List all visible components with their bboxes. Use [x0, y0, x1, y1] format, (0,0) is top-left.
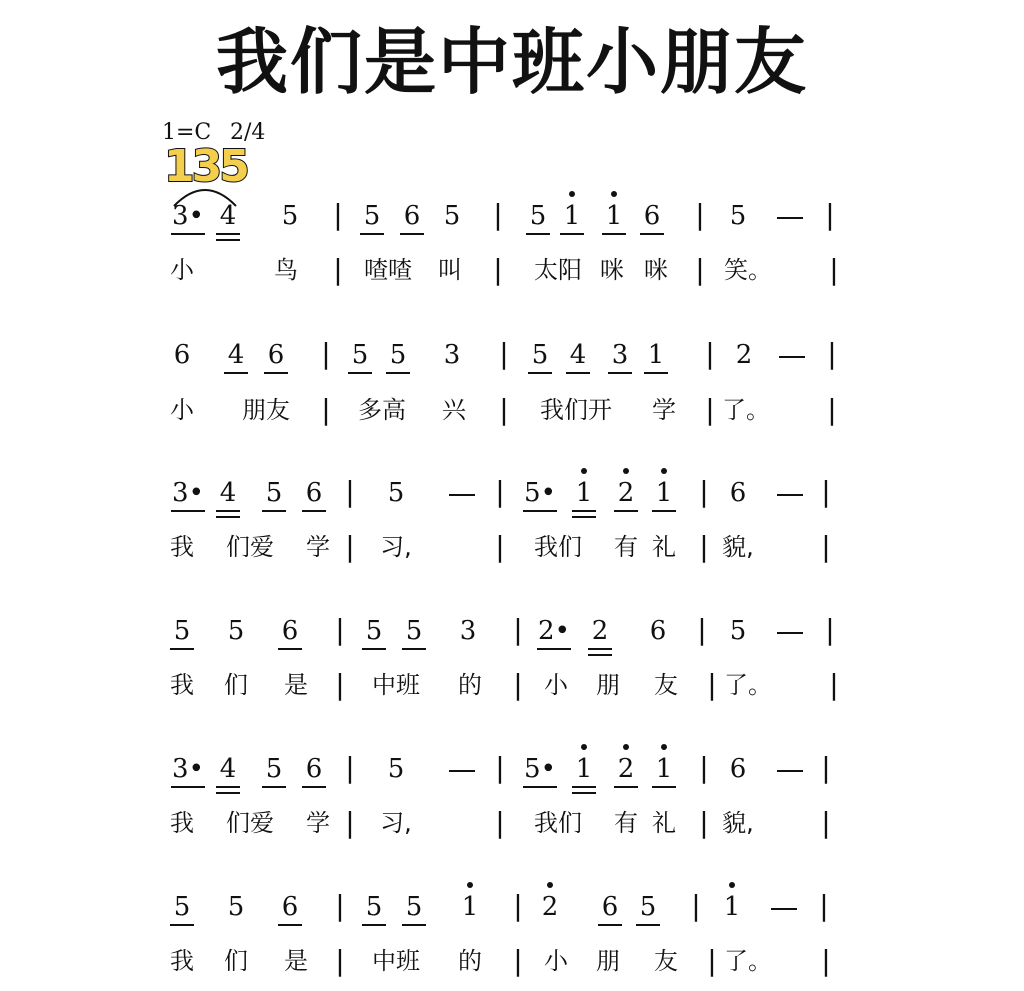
- note: 5: [387, 754, 405, 784]
- high-octave-dot: [569, 191, 575, 197]
- bar-line: |: [493, 198, 503, 231]
- bar-line: |: [513, 668, 523, 701]
- note-extension-dash: [777, 770, 803, 772]
- lyric-text: 们: [224, 947, 248, 975]
- note: 2: [541, 892, 559, 922]
- high-octave-dot: [623, 468, 629, 474]
- high-octave-dot: [623, 744, 629, 750]
- beat-underline: [264, 372, 288, 374]
- lyric-text: 小: [544, 947, 568, 975]
- beat-underline: [602, 233, 626, 235]
- beat-underline: [614, 786, 638, 788]
- note: 1: [647, 340, 665, 370]
- note: 1: [563, 201, 581, 231]
- lyric-text: 我们: [534, 533, 582, 561]
- bar-line: |: [829, 668, 839, 701]
- lyric-text: 是: [284, 947, 308, 975]
- bar-line: |: [699, 530, 709, 563]
- bar-line: |: [345, 475, 355, 508]
- lyric-text: 学: [306, 809, 330, 837]
- bar-line: |: [695, 198, 705, 231]
- note: 6: [643, 201, 661, 231]
- beat-underline: [402, 648, 426, 650]
- lyric-text: 太阳: [534, 256, 582, 284]
- key-signature: 1=C: [162, 120, 212, 145]
- beat-underline: [636, 924, 660, 926]
- note: 6: [729, 478, 747, 508]
- bar-line: |: [821, 806, 831, 839]
- note: 6: [649, 616, 667, 646]
- note: 1: [655, 754, 673, 784]
- beat-underline: [523, 510, 557, 512]
- beat-underline: [171, 786, 205, 788]
- bar-line: |: [691, 889, 701, 922]
- note: 1: [575, 754, 593, 784]
- lyric-text: 有: [614, 809, 638, 837]
- beat-underline: [528, 372, 552, 374]
- lyric-text: 小: [170, 396, 194, 424]
- note: 2: [617, 754, 635, 784]
- high-octave-dot: [661, 468, 667, 474]
- lyric-text: 我: [170, 809, 194, 837]
- bar-line: |: [499, 337, 509, 370]
- note: 2: [735, 340, 753, 370]
- lyric-text: 是: [284, 671, 308, 699]
- lyric-text: 的: [458, 671, 482, 699]
- lyric-text: 咪: [600, 256, 624, 284]
- beat-underline: [171, 233, 205, 235]
- note: 5: [639, 892, 657, 922]
- lyric-text: 我们开: [540, 396, 612, 424]
- beat-underline: [362, 924, 386, 926]
- lyric-text: 礼: [652, 533, 676, 561]
- note: 6: [305, 754, 323, 784]
- note: 3•: [172, 478, 204, 508]
- lyric-text: 学: [306, 533, 330, 561]
- bar-line: |: [499, 393, 509, 426]
- beat-underline: [614, 510, 638, 512]
- note: 5: [363, 201, 381, 231]
- high-octave-dot: [661, 744, 667, 750]
- bar-line: |: [333, 198, 343, 231]
- beat-underline: [262, 786, 286, 788]
- lyric-text: 们: [224, 671, 248, 699]
- note: 5: [265, 754, 283, 784]
- high-octave-dot: [581, 744, 587, 750]
- bar-line: |: [697, 613, 707, 646]
- note: 5: [443, 201, 461, 231]
- bar-line: |: [707, 668, 717, 701]
- note: 4: [227, 340, 245, 370]
- note: 2: [591, 616, 609, 646]
- bar-line: |: [345, 806, 355, 839]
- high-octave-dot: [611, 191, 617, 197]
- note: 5: [405, 616, 423, 646]
- lyric-text: 鸟: [274, 256, 298, 284]
- song-title: 我们是中班小朋友: [215, 20, 808, 104]
- beat-underline: [572, 792, 596, 794]
- beat-underline: [216, 510, 240, 512]
- note: 6: [281, 616, 299, 646]
- time-signature: 2/4: [230, 120, 266, 145]
- note: 1: [723, 892, 741, 922]
- beat-underline: [402, 924, 426, 926]
- high-octave-dot: [581, 468, 587, 474]
- beat-underline: [572, 516, 596, 518]
- beat-underline: [526, 233, 550, 235]
- bar-line: |: [821, 944, 831, 977]
- bar-line: |: [345, 530, 355, 563]
- beat-underline: [560, 233, 584, 235]
- beat-underline: [588, 648, 612, 650]
- beat-underline: [224, 372, 248, 374]
- lyric-text: 友: [654, 671, 678, 699]
- bar-line: |: [695, 253, 705, 286]
- note: 5: [227, 616, 245, 646]
- note: 5: [351, 340, 369, 370]
- lyric-text: 我们: [534, 809, 582, 837]
- beat-underline: [652, 510, 676, 512]
- note: 5: [365, 616, 383, 646]
- lyric-text: 的: [458, 947, 482, 975]
- note-extension-dash: [779, 356, 805, 358]
- note-extension-dash: [449, 494, 475, 496]
- bar-line: |: [335, 889, 345, 922]
- note-extension-dash: [777, 494, 803, 496]
- note: 6: [403, 201, 421, 231]
- beat-underline: [278, 648, 302, 650]
- high-octave-dot: [547, 882, 553, 888]
- beat-underline: [362, 648, 386, 650]
- lyric-text: 我: [170, 533, 194, 561]
- note: 3: [611, 340, 629, 370]
- note: 5: [405, 892, 423, 922]
- beat-underline: [216, 239, 240, 241]
- note: 5: [531, 340, 549, 370]
- bar-line: |: [333, 253, 343, 286]
- vocal-pitch-badge: 135: [164, 141, 247, 192]
- lyric-text: 貌,: [722, 533, 754, 561]
- note: 1: [575, 478, 593, 508]
- lyric-text: 习,: [380, 533, 412, 561]
- note: 6: [267, 340, 285, 370]
- bar-line: |: [513, 889, 523, 922]
- lyric-text: 习,: [380, 809, 412, 837]
- note: 6: [305, 478, 323, 508]
- note: 5: [389, 340, 407, 370]
- bar-line: |: [699, 751, 709, 784]
- beat-underline: [348, 372, 372, 374]
- bar-line: |: [827, 393, 837, 426]
- note: 1: [655, 478, 673, 508]
- beat-underline: [216, 233, 240, 235]
- beat-underline: [170, 924, 194, 926]
- lyric-text: 了。: [722, 396, 770, 424]
- lyric-text: 朋: [596, 671, 620, 699]
- bar-line: |: [821, 475, 831, 508]
- lyric-text: 貌,: [722, 809, 754, 837]
- note: 5: [265, 478, 283, 508]
- bar-line: |: [829, 253, 839, 286]
- bar-line: |: [513, 944, 523, 977]
- lyric-text: 我: [170, 671, 194, 699]
- bar-line: |: [335, 944, 345, 977]
- bar-line: |: [827, 337, 837, 370]
- beat-underline: [598, 924, 622, 926]
- bar-line: |: [495, 530, 505, 563]
- beat-underline: [216, 792, 240, 794]
- note: 3•: [172, 754, 204, 784]
- note-extension-dash: [771, 908, 797, 910]
- note: 1: [461, 892, 479, 922]
- beat-underline: [523, 786, 557, 788]
- high-octave-dot: [467, 882, 473, 888]
- note: 3: [459, 616, 477, 646]
- beat-underline: [262, 510, 286, 512]
- lyric-text: 们爱: [226, 533, 274, 561]
- lyric-text: 小: [544, 671, 568, 699]
- note: 4: [219, 478, 237, 508]
- bar-line: |: [707, 944, 717, 977]
- bar-line: |: [821, 751, 831, 784]
- beat-underline: [278, 924, 302, 926]
- lyric-text: 有: [614, 533, 638, 561]
- beat-underline: [588, 654, 612, 656]
- note: 5: [387, 478, 405, 508]
- note: 5: [227, 892, 245, 922]
- bar-line: |: [345, 751, 355, 784]
- bar-line: |: [821, 530, 831, 563]
- note: 1: [605, 201, 623, 231]
- beat-underline: [170, 648, 194, 650]
- note: 6: [281, 892, 299, 922]
- lyric-text: 笑。: [724, 256, 772, 284]
- note: 2: [617, 478, 635, 508]
- beat-underline: [171, 510, 205, 512]
- lyric-text: 咪: [644, 256, 668, 284]
- note: 5: [529, 201, 547, 231]
- beat-underline: [360, 233, 384, 235]
- lyric-text: 中班: [372, 947, 420, 975]
- lyric-text: 喳喳: [364, 256, 412, 284]
- bar-line: |: [321, 393, 331, 426]
- lyric-text: 中班: [372, 671, 420, 699]
- note: 4: [219, 201, 237, 231]
- note: 3•: [172, 201, 204, 231]
- beat-underline: [537, 648, 571, 650]
- note: 5: [173, 616, 191, 646]
- lyric-text: 友: [654, 947, 678, 975]
- note: 6: [173, 340, 191, 370]
- lyric-text: 礼: [652, 809, 676, 837]
- bar-line: |: [819, 889, 829, 922]
- note: 5: [729, 201, 747, 231]
- note: 6: [601, 892, 619, 922]
- lyric-text: 朋友: [242, 396, 290, 424]
- note: 5: [365, 892, 383, 922]
- beat-underline: [216, 516, 240, 518]
- bar-line: |: [321, 337, 331, 370]
- bar-line: |: [699, 806, 709, 839]
- bar-line: |: [825, 613, 835, 646]
- beat-underline: [640, 233, 664, 235]
- bar-line: |: [495, 806, 505, 839]
- lyric-text: 了。: [724, 671, 772, 699]
- note-extension-dash: [777, 217, 803, 219]
- bar-line: |: [825, 198, 835, 231]
- lyric-text: 小: [170, 256, 194, 284]
- beat-underline: [644, 372, 668, 374]
- note: 4: [219, 754, 237, 784]
- bar-line: |: [335, 613, 345, 646]
- beat-underline: [302, 510, 326, 512]
- lyric-text: 我: [170, 947, 194, 975]
- note: 6: [729, 754, 747, 784]
- bar-line: |: [705, 337, 715, 370]
- note-extension-dash: [449, 770, 475, 772]
- bar-line: |: [699, 475, 709, 508]
- note: 2•: [538, 616, 570, 646]
- bar-line: |: [495, 751, 505, 784]
- lyric-text: 朋: [596, 947, 620, 975]
- note: 5: [729, 616, 747, 646]
- note: 4: [569, 340, 587, 370]
- beat-underline: [216, 786, 240, 788]
- bar-line: |: [495, 475, 505, 508]
- beat-underline: [572, 510, 596, 512]
- beat-underline: [608, 372, 632, 374]
- note: 5•: [524, 754, 556, 784]
- lyric-text: 了。: [724, 947, 772, 975]
- note: 5: [281, 201, 299, 231]
- bar-line: |: [335, 668, 345, 701]
- lyric-text: 们爱: [226, 809, 274, 837]
- note: 3: [443, 340, 461, 370]
- beat-underline: [400, 233, 424, 235]
- lyric-text: 叫: [438, 256, 462, 284]
- beat-underline: [572, 786, 596, 788]
- note: 5: [173, 892, 191, 922]
- beat-underline: [302, 786, 326, 788]
- high-octave-dot: [729, 882, 735, 888]
- beat-underline: [652, 786, 676, 788]
- lyric-text: 学: [652, 396, 676, 424]
- note-extension-dash: [777, 632, 803, 634]
- lyric-text: 兴: [442, 396, 466, 424]
- beat-underline: [566, 372, 590, 374]
- bar-line: |: [493, 253, 503, 286]
- beat-underline: [386, 372, 410, 374]
- bar-line: |: [513, 613, 523, 646]
- bar-line: |: [705, 393, 715, 426]
- note: 5•: [524, 478, 556, 508]
- lyric-text: 多高: [358, 396, 406, 424]
